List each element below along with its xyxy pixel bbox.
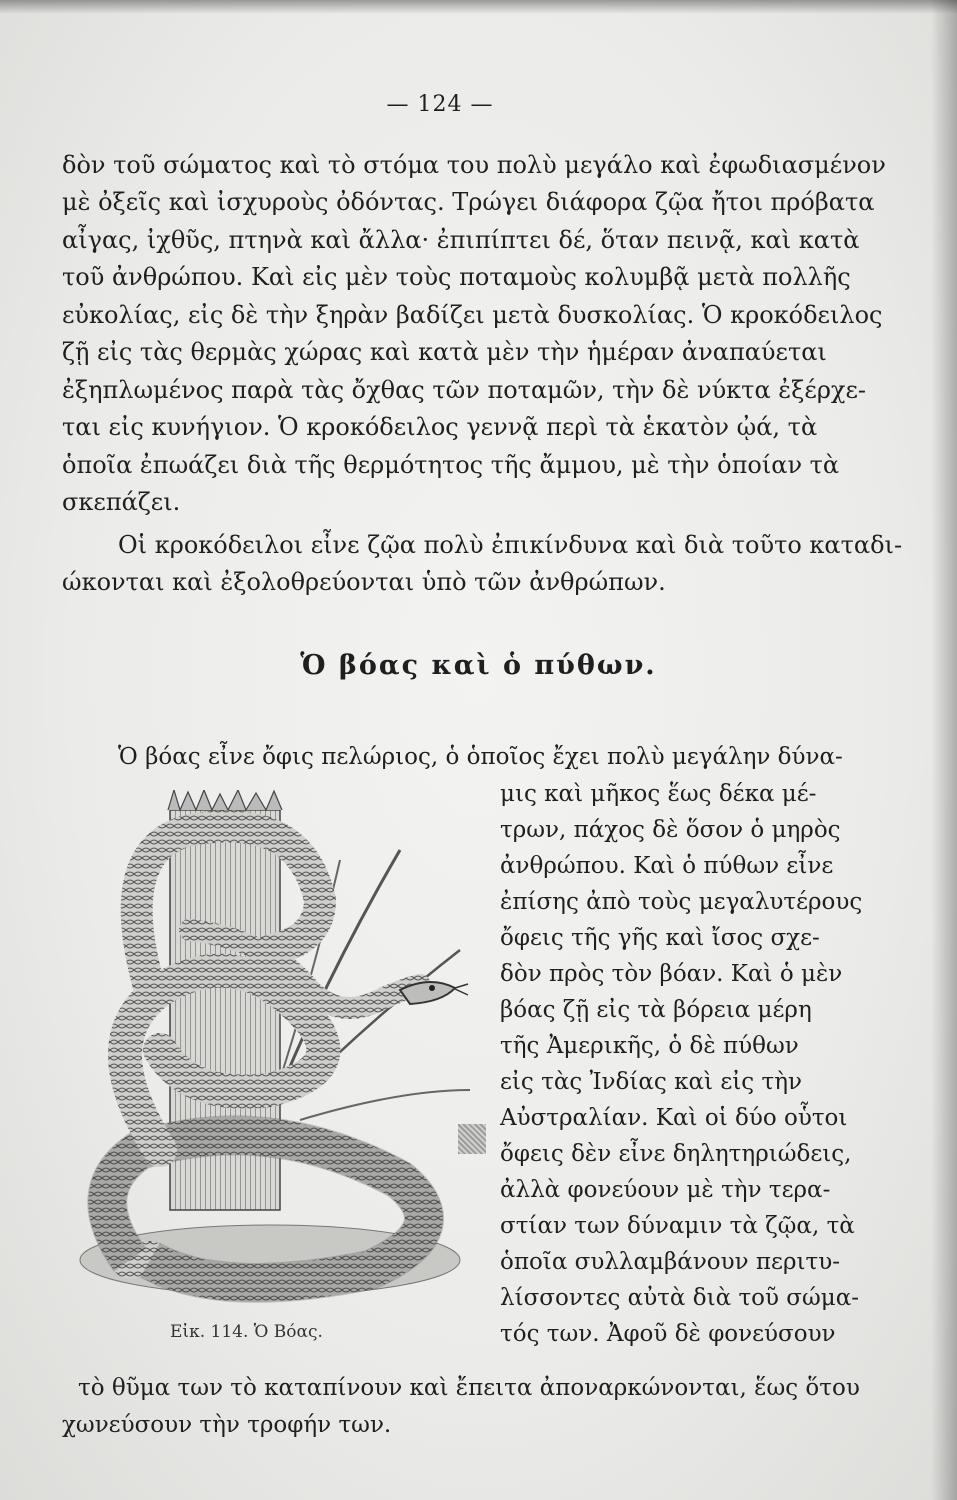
column-line: ἀνθρώπου. Καὶ ὁ πύθων εἶνε <box>500 853 834 879</box>
text-line: σκεπάζει. <box>62 488 181 516</box>
text-line: αἶγας, ἰχθῦς, πτηνὰ καὶ ἄλλα· ἐπιπίπτει δέ, ὅταν πεινᾷ, καὶ κατὰ <box>62 226 860 254</box>
text-line: εὐκολίας, εἰς δὲ τὴν ξηρὰν βαδίζει μετὰ δυσκολίας. Ὁ κροκόδειλος <box>62 301 883 329</box>
figure-caption: Εἰκ. 114. Ὁ Βόας. <box>170 1322 323 1342</box>
column-line: ὁποῖα συλλαμβάνουν περιτυ- <box>500 1249 840 1275</box>
column-line: ὄφεις δὲν εἶνε δηλητηριώδεις, <box>500 1141 852 1167</box>
boa-illustration <box>70 790 490 1310</box>
text-line: τὸ θῦμα των τὸ καταπίνουν καὶ ἔπειτα ἀποναρκώνονται, ἕως ὅτου <box>78 1375 860 1401</box>
column-line: δὸν πρὸς τὸν βόαν. Καὶ ὁ μὲν <box>500 961 843 987</box>
column-line: βόας ζῇ εἰς τὰ βόρεια μέρη <box>500 997 812 1023</box>
text-line: ώκονται καὶ ἐξολοθρεύονται ὑπὸ τῶν ἀνθρώπων. <box>62 568 666 596</box>
column-line: ὄφεις τῆς γῆς καὶ ἴσος σχε- <box>500 925 820 951</box>
text-line: ἐξηπλωμένος παρὰ τὰς ὄχθας τῶν ποταμῶν, τὴν δὲ νύκτα ἐξέρχε- <box>62 376 867 404</box>
column-line: εἰς τὰς Ἰνδίας καὶ εἰς τὴν <box>500 1069 802 1095</box>
column-line: λίσσοντες αὐτὰ διὰ τοῦ σώμα- <box>500 1285 860 1311</box>
column-line: τρων, πάχος δὲ ὅσον ὁ μηρὸς <box>500 817 841 843</box>
column-line: Αὐστραλίαν. Καὶ οἱ δύο οὗτοι <box>500 1105 848 1131</box>
text-line: Οἱ κροκόδειλοι εἶνε ζῷα πολὺ ἐπικίνδυνα καὶ διὰ τοῦτο καταδι- <box>118 531 903 559</box>
text-line: μὲ ὀξεῖς καὶ ἰσχυροὺς ὀδόντας. Τρώγει διάφορα ζῷα ἤτοι πρόβατα <box>62 188 875 216</box>
column-line: τῆς Ἀμερικῆς, ὁ δὲ πύθων <box>500 1033 799 1059</box>
column-line: ἐπίσης ἀπὸ τοὺς μεγαλυτέρους <box>500 889 863 915</box>
text-line: ὁποῖα ἐπωάζει διὰ τῆς θερμότητος τῆς ἄμμου, μὲ τὴν ὁποίαν τὰ <box>62 451 840 479</box>
text-line: χωνεύσουν τὴν τροφήν των. <box>62 1412 392 1438</box>
column-line: τός των. Ἀφοῦ δὲ φονεύσουν <box>500 1321 836 1347</box>
column-line: ἀλλὰ φονεύουν μὲ τὴν τερα- <box>500 1177 831 1203</box>
scan-top-shadow <box>0 0 957 14</box>
page-number: — 124 — <box>386 92 494 117</box>
section-heading: Ὁ βόας καὶ ὁ πύθων. <box>300 650 657 681</box>
scan-edge-shadow <box>931 0 957 1500</box>
text-line: Ὁ βόας εἶνε ὄφις πελώριος, ὁ ὁποῖος ἔχει πολὺ μεγάλην δύνα- <box>118 744 843 770</box>
text-line: τοῦ ἀνθρώπου. Καὶ εἰς μὲν τοὺς ποταμοὺς κολυμβᾷ μετὰ πολλῆς <box>62 263 851 291</box>
text-line: ται εἰς κυνήγιον. Ὁ κροκόδειλος γεννᾷ περὶ τὰ ἑκατὸν ᾠά, τὰ <box>62 413 818 441</box>
column-line: στίαν των δύναμιν τὰ ζῷα, τὰ <box>500 1213 855 1239</box>
column-line: μις καὶ μῆκος ἕως δέκα μέ- <box>500 781 817 807</box>
text-line: ζῇ εἰς τὰς θερμὰς χώρας καὶ κατὰ μὲν τὴν ἡμέραν ἀναπαύεται <box>62 338 827 366</box>
text-line: δὸν τοῦ σώματος καὶ τὸ στόμα του πολὺ μεγάλο καὶ ἐφωδιασμένον <box>62 151 886 179</box>
